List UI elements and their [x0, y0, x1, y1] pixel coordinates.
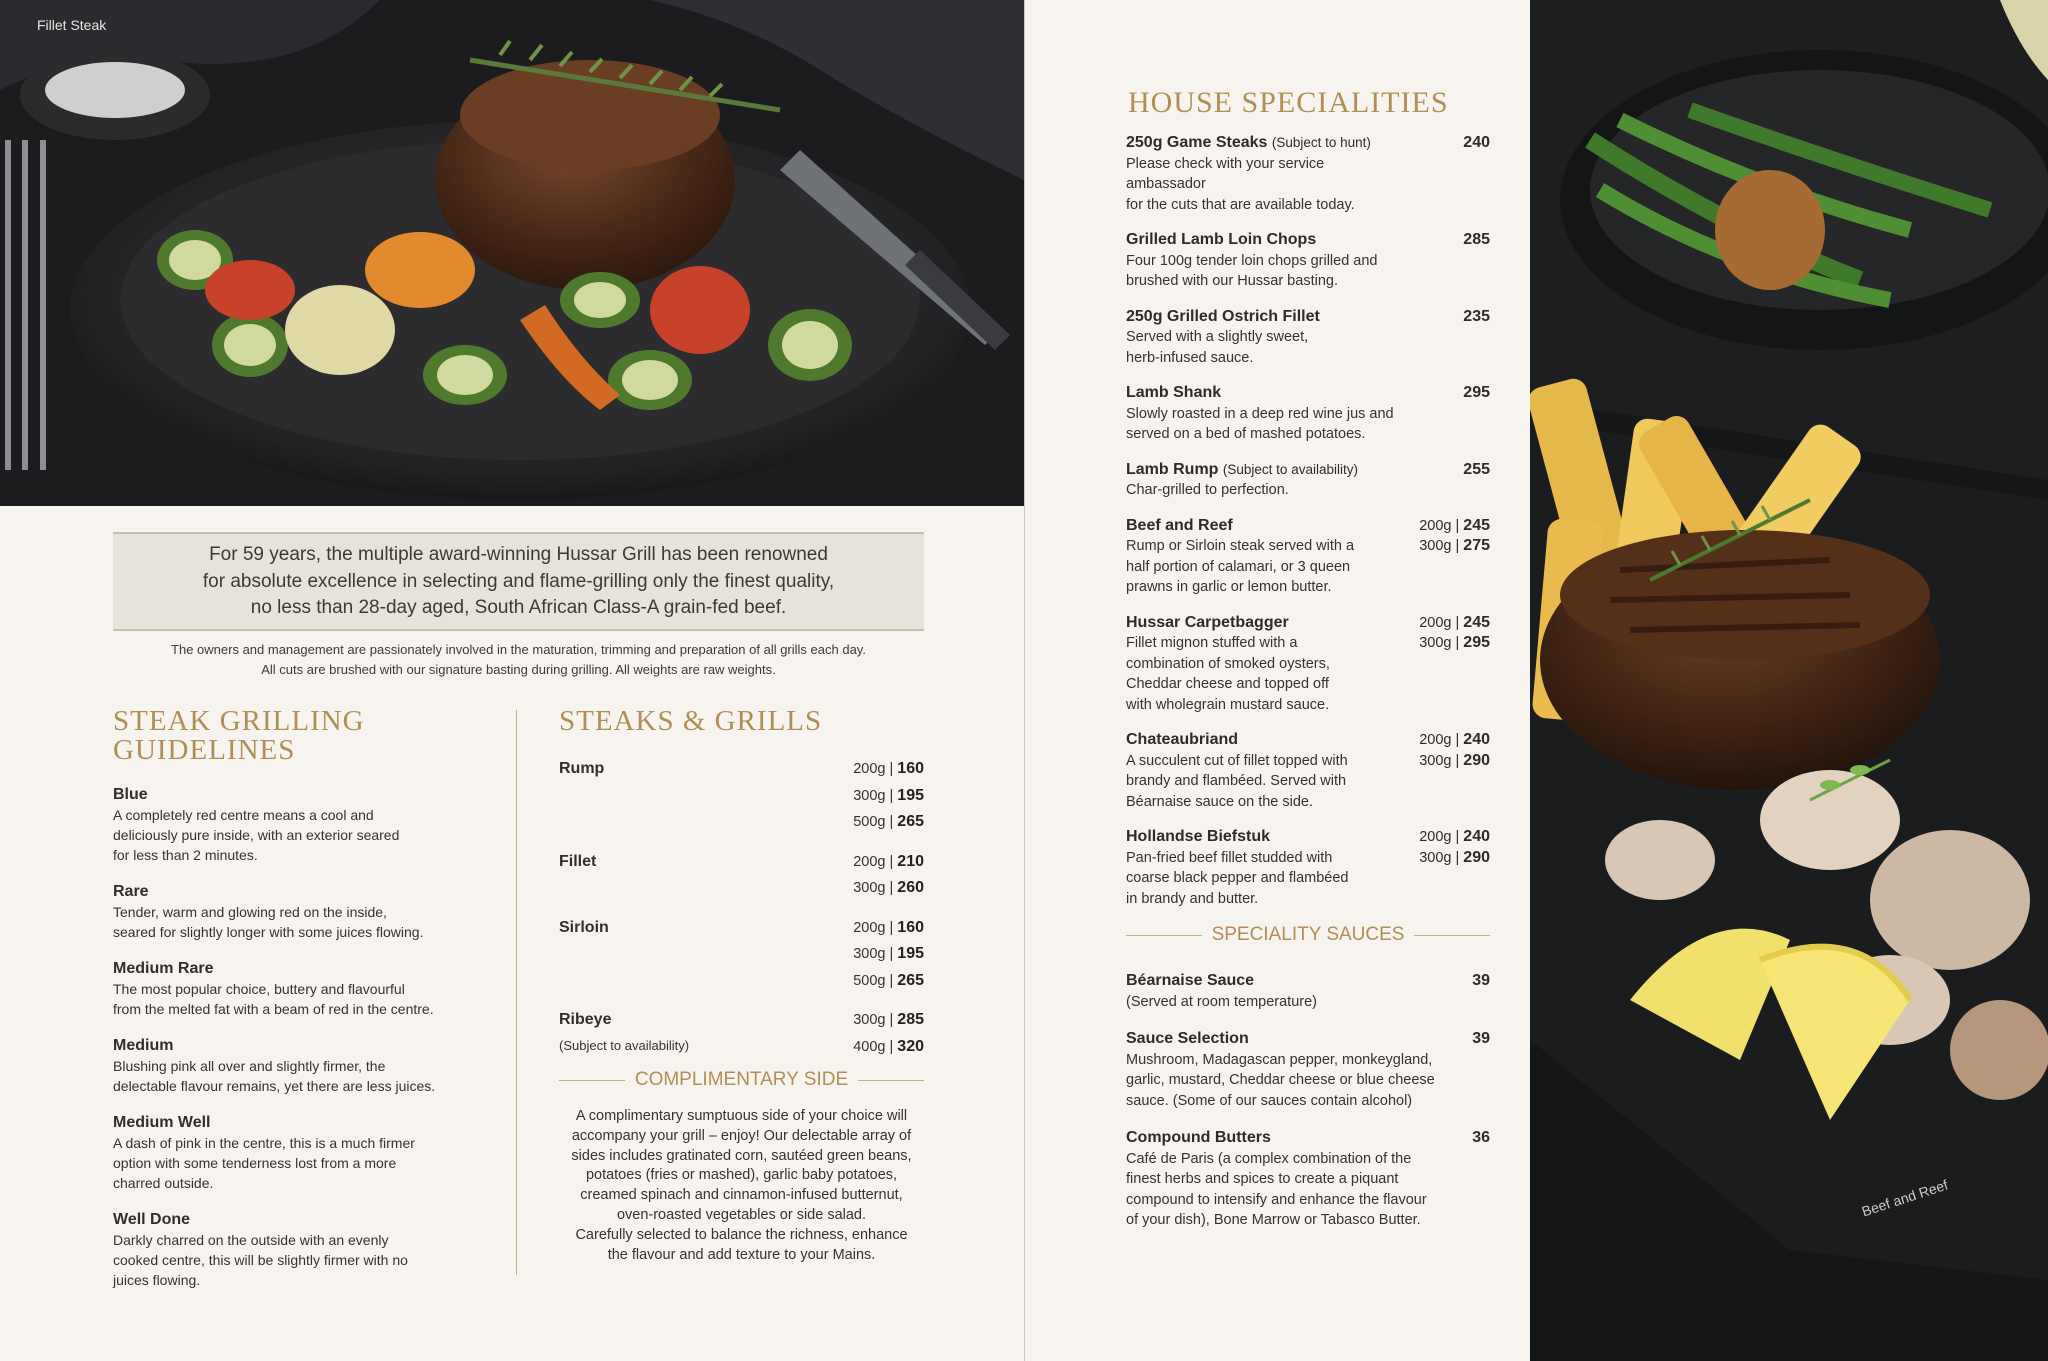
house-item-price — [1419, 516, 1490, 598]
steaks-list — [559, 756, 924, 1060]
guideline-text: for less than 2 minutes. — [113, 847, 258, 863]
price-value: 285 — [897, 1011, 924, 1028]
price-value: 255 — [1463, 460, 1490, 478]
price-row — [853, 941, 924, 968]
house-item-desc: Slowly roasted in a deep red wine jus and — [1126, 405, 1394, 422]
grilling-guidelines — [113, 707, 493, 1290]
sauce-desc: (Served at room temperature) — [1126, 993, 1317, 1010]
price-row — [853, 1034, 924, 1061]
house-item-name: Chateaubriand — [1126, 731, 1239, 748]
sauce-price: 39 — [1472, 1030, 1490, 1047]
weight-label: 200g | — [1419, 614, 1460, 631]
price-value: 285 — [1463, 231, 1490, 248]
price-value: 290 — [1463, 751, 1490, 769]
house-item-name: Beef and Reef — [1126, 516, 1233, 534]
guideline-name: Medium — [113, 1037, 174, 1054]
steak-name: Fillet — [559, 852, 597, 870]
house-item-price — [1463, 307, 1490, 369]
house-item-body — [1126, 827, 1396, 909]
guideline-text: juices flowing. — [113, 1272, 201, 1288]
sauces-title: SPECIALITY SAUCES — [1211, 924, 1405, 945]
house-item-price — [1463, 383, 1490, 445]
weight-label: 300g | — [1419, 752, 1460, 769]
steak-left — [559, 1007, 689, 1060]
house-item-desc: Four 100g tender loin chops grilled and — [1126, 252, 1378, 269]
price-value: 320 — [897, 1037, 924, 1055]
house-item-desc: coarse black pepper and flambéed — [1126, 870, 1349, 886]
price-row — [853, 756, 924, 783]
price-row — [1419, 827, 1490, 848]
weight-label: 200g | — [853, 919, 894, 936]
house-item-desc: served on a bed of mashed potatoes. — [1126, 426, 1366, 442]
guideline-text: The most popular choice, buttery and flavourful — [113, 981, 405, 997]
divider-rule — [1414, 935, 1490, 936]
house-item-desc: half portion of calamari, or 3 queen — [1126, 558, 1351, 575]
steaks-title: STEAKS & GRILLS — [559, 705, 823, 737]
sauce-desc: Mushroom, Madagascan pepper, monkeygland, — [1126, 1051, 1433, 1068]
house-item-desc: prawns in garlic or lemon butter. — [1126, 579, 1332, 595]
guideline-text: deliciously pure inside, with an exterior seared — [113, 827, 400, 843]
sauce-desc: Café de Paris (a complex combination of the — [1126, 1150, 1412, 1167]
weight-label: 200g | — [1419, 732, 1460, 748]
guideline-name: Well Done — [113, 1211, 191, 1228]
steak-prices — [853, 915, 924, 995]
sauce-price: 36 — [1472, 1129, 1490, 1146]
price-row — [1419, 751, 1490, 772]
price-value: 195 — [897, 945, 924, 962]
price-value: 240 — [1463, 731, 1490, 748]
complimentary-text — [559, 1107, 924, 1265]
guideline-name: Medium Well — [113, 1114, 211, 1131]
steak-prices — [853, 756, 924, 836]
steak-left — [559, 756, 604, 836]
steak-note: (Subject to availability) — [559, 1038, 690, 1053]
house-item-desc: A succulent cut of fillet topped with — [1126, 752, 1348, 769]
house-item-body — [1126, 613, 1396, 716]
complimentary-line: the flavour and add texture to your Mains. — [607, 1246, 876, 1263]
guideline-text: from the melted fat with a beam of red in the centre. — [113, 1001, 434, 1017]
weight-label: 300g | — [1419, 538, 1460, 554]
sauce-desc: garlic, mustard, Cheddar cheese or blue cheese — [1126, 1072, 1435, 1088]
sauces-list — [1126, 971, 1490, 1231]
guideline-name: Medium Rare — [113, 960, 214, 977]
house-item-desc: Cheddar cheese and topped off — [1126, 676, 1329, 692]
complimentary-line: A complimentary sumptuous side of your choice will — [575, 1108, 908, 1124]
complimentary-line: potatoes (fries or mashed), garlic baby potatoes, — [585, 1167, 898, 1184]
steak-prices — [853, 849, 924, 902]
price-row — [853, 809, 924, 836]
beef-and-reef-photo — [1530, 0, 2048, 1361]
sauce-item-body — [1126, 971, 1456, 1012]
guideline-text: Darkly charred on the outside with an evenly — [113, 1232, 389, 1248]
price-row — [853, 783, 924, 810]
house-item — [1126, 460, 1490, 501]
intro-line: For 59 years, the multiple award-winning Hussar Grill has been renowned — [209, 544, 828, 565]
guideline-name: Rare — [113, 883, 149, 900]
guideline-item — [113, 1113, 493, 1193]
guideline-item — [113, 882, 493, 942]
steak-left — [559, 849, 596, 902]
price-value: 265 — [897, 971, 924, 989]
weight-label: 500g | — [853, 972, 894, 989]
house-item-title — [1126, 730, 1396, 751]
house-item-desc: Served with a slightly sweet, — [1126, 329, 1309, 345]
house-item-note: (Subject to hunt) — [1271, 135, 1371, 150]
intro-line: no less than 28-day aged, South African Class-A grain-fed beef. — [250, 597, 787, 618]
price-row — [853, 968, 924, 995]
sauces-heading — [1126, 924, 1490, 946]
price-row — [1419, 730, 1490, 751]
price-value: 295 — [1463, 384, 1490, 401]
price-row — [1419, 536, 1490, 557]
house-item-title — [1126, 827, 1396, 848]
weight-label: 400g | — [853, 1038, 894, 1055]
complimentary-line: Carefully selected to balance the richness, enhance — [575, 1226, 908, 1243]
house-item-name: Hussar Carpetbagger — [1126, 613, 1289, 631]
fillet-steak-photo — [0, 0, 1024, 506]
house-title: HOUSE SPECIALITIES — [1128, 86, 1449, 119]
price-value: 275 — [1463, 537, 1490, 554]
guideline-text: option with some tenderness lost from a more — [113, 1155, 397, 1171]
complimentary-line: creamed spinach and cinnamon-infused butternut, — [580, 1187, 903, 1204]
sauce-desc: of your dish), Bone Marrow or Tabasco Butter. — [1126, 1212, 1421, 1228]
steak-item — [559, 915, 924, 995]
house-item-title — [1126, 613, 1396, 634]
price-value: 240 — [1463, 828, 1490, 845]
weight-label: 300g | — [1419, 849, 1460, 866]
divider-rule — [559, 1080, 625, 1081]
price-row — [1419, 613, 1490, 634]
owners-line: All cuts are brushed with our signature basting during grilling. All weights are raw weights. — [261, 661, 776, 677]
price-value: 195 — [897, 786, 924, 804]
price-value: 290 — [1463, 848, 1490, 866]
price-value: 245 — [1463, 613, 1490, 631]
house-item-body — [1126, 516, 1396, 598]
house-item-title — [1126, 133, 1396, 154]
house-item — [1126, 307, 1490, 369]
house-item-body — [1126, 307, 1396, 369]
sauce-item — [1126, 971, 1490, 1012]
guidelines-list — [113, 785, 493, 1290]
steak-prices — [853, 1007, 924, 1060]
house-item-price — [1463, 230, 1490, 292]
house-item-title — [1126, 516, 1396, 537]
guidelines-title — [113, 707, 493, 765]
house-item-desc: Rump or Sirloin steak served with a — [1126, 538, 1355, 554]
photo-caption-beef-reef: Beef and Reef — [1859, 1176, 1950, 1220]
steak-item — [559, 1007, 924, 1060]
guideline-name: Blue — [113, 786, 148, 803]
price-value: 160 — [897, 918, 924, 936]
sauce-name: Compound Butters — [1126, 1129, 1271, 1146]
sauce-item — [1126, 1128, 1490, 1231]
guideline-text: seared for slightly longer with some juices flowing. — [113, 924, 424, 940]
house-item-name: 250g Game Steaks — [1126, 134, 1268, 151]
weight-label: 300g | — [853, 946, 894, 962]
steaks-and-grills — [559, 707, 924, 1073]
guideline-item — [113, 785, 493, 865]
house-item — [1126, 613, 1490, 716]
price-value: 260 — [897, 879, 924, 896]
house-item-desc: Please check with your service ambassador — [1126, 155, 1325, 192]
guideline-item — [113, 1210, 493, 1290]
house-item-desc: Fillet mignon stuffed with a — [1126, 635, 1298, 651]
guideline-item — [113, 959, 493, 1019]
house-item-desc: combination of smoked oysters, — [1126, 655, 1330, 672]
house-item-price — [1463, 133, 1490, 215]
fillet-steak-illustration — [0, 0, 1024, 506]
house-item-name: 250g Grilled Ostrich Fillet — [1126, 307, 1320, 325]
house-item-body — [1126, 460, 1396, 501]
weight-label: 300g | — [853, 787, 894, 804]
complimentary-heading — [559, 1069, 924, 1091]
house-item-price — [1419, 827, 1490, 909]
divider-rule — [858, 1080, 924, 1081]
guideline-text: delectable flavour remains, yet there are less juices. — [113, 1078, 436, 1094]
sauce-desc: compound to intensify and enhance the flavour — [1126, 1191, 1427, 1208]
guideline-text: charred outside. — [113, 1175, 214, 1191]
house-item-name: Lamb Shank — [1126, 384, 1222, 401]
guideline-text: Blushing pink all over and slightly firmer, the — [113, 1058, 386, 1074]
house-item-title — [1126, 307, 1396, 328]
house-item-note: (Subject to availability) — [1222, 461, 1358, 477]
house-item-name: Lamb Rump — [1126, 460, 1219, 478]
sauce-item — [1126, 1029, 1490, 1111]
house-item-desc: brandy and flambéed. Served with — [1126, 773, 1347, 789]
price-value: 240 — [1463, 134, 1490, 151]
house-item — [1126, 133, 1490, 215]
house-item-desc: in brandy and butter. — [1126, 890, 1259, 907]
house-item — [1126, 383, 1490, 445]
sauce-desc: finest herbs and spices to create a piquant — [1126, 1171, 1399, 1187]
price-row — [1419, 516, 1490, 537]
house-item-price — [1419, 730, 1490, 812]
house-item-name: Hollandse Biefstuk — [1126, 828, 1271, 845]
owners-line: The owners and management are passionately involved in the maturation, trimming and preparation of all grills each day. — [171, 642, 866, 657]
house-item — [1126, 516, 1490, 598]
price-row — [1419, 633, 1490, 654]
guidelines-title-line: STEAK GRILLING — [113, 705, 365, 737]
sauce-desc: sauce. (Some of our sauces contain alcohol) — [1126, 1092, 1413, 1109]
house-item-desc: brushed with our Hussar basting. — [1126, 273, 1338, 289]
complimentary-title: COMPLIMENTARY SIDE — [634, 1069, 849, 1090]
price-value: 295 — [1463, 634, 1490, 651]
house-item-desc: for the cuts that are available today. — [1126, 196, 1355, 213]
guideline-text: A dash of pink in the centre, this is a much firmer — [113, 1135, 415, 1151]
price-value: 160 — [897, 760, 924, 777]
guideline-text: Tender, warm and glowing red on the inside, — [113, 904, 387, 920]
sauce-name: Béarnaise Sauce — [1126, 972, 1255, 989]
intro-line: for absolute excellence in selecting and flame-grilling only the finest quality, — [202, 570, 835, 592]
guideline-item — [113, 1036, 493, 1096]
house-item-body — [1126, 730, 1396, 812]
house-list — [1126, 133, 1490, 909]
complimentary-line: accompany your grill – enjoy! Our delectable array of — [571, 1127, 912, 1144]
photo-caption-fillet: Fillet Steak — [37, 17, 107, 33]
price-row — [853, 849, 924, 876]
house-item — [1126, 730, 1490, 812]
sauce-name: Sauce Selection — [1126, 1030, 1249, 1047]
house-item-desc: Béarnaise sauce on the side. — [1126, 793, 1314, 810]
guideline-text: cooked centre, this will be slightly firmer with no — [113, 1252, 408, 1268]
price-row — [853, 1007, 924, 1034]
price-row — [1419, 848, 1490, 869]
price-value: 245 — [1463, 516, 1490, 534]
house-item-name: Grilled Lamb Loin Chops — [1126, 231, 1317, 248]
house-item-price — [1419, 613, 1490, 716]
house-item-title — [1126, 383, 1396, 404]
price-row — [853, 875, 924, 902]
intro-box — [113, 532, 924, 631]
price-value: 265 — [897, 813, 924, 830]
weight-label: 200g | — [853, 761, 894, 777]
weight-label: 500g | — [853, 814, 894, 830]
complimentary-line: sides includes gratinated corn, sautéed green beans, — [571, 1147, 912, 1164]
price-row — [853, 915, 924, 942]
steak-name: Ribeye — [559, 1011, 612, 1028]
house-item-title — [1126, 230, 1396, 251]
divider-rule — [1126, 935, 1202, 936]
sauce-price: 39 — [1472, 972, 1490, 989]
house-item-desc: Char-grilled to perfection. — [1126, 482, 1289, 498]
house-item-body — [1126, 230, 1396, 292]
house-item-price — [1463, 460, 1490, 501]
house-item — [1126, 230, 1490, 292]
weight-label: 300g | — [853, 1012, 894, 1028]
house-item-desc: herb-infused sauce. — [1126, 349, 1254, 366]
house-item — [1126, 827, 1490, 909]
complimentary-line: oven-roasted vegetables or side salad. — [616, 1206, 867, 1223]
house-item-desc: Pan-fried beef fillet studded with — [1126, 849, 1333, 866]
beef-and-reef-illustration — [1530, 0, 2048, 1361]
weight-label: 300g | — [853, 880, 894, 896]
weight-label: 200g | — [853, 853, 894, 870]
steak-left — [559, 915, 609, 995]
price-value: 210 — [897, 852, 924, 870]
sauce-item-body — [1126, 1029, 1456, 1111]
weight-label: 200g | — [1419, 829, 1460, 845]
house-specialities — [1126, 88, 1490, 1248]
steak-item — [559, 849, 924, 902]
house-item-desc: with wholegrain mustard sauce. — [1126, 696, 1330, 713]
owners-note — [113, 640, 924, 679]
price-value: 235 — [1463, 307, 1490, 325]
complimentary-side — [559, 1069, 924, 1265]
column-divider — [516, 710, 517, 1275]
house-item-body — [1126, 133, 1396, 215]
steak-item — [559, 756, 924, 836]
weight-label: 200g | — [1419, 517, 1460, 534]
house-item-body — [1126, 383, 1396, 445]
guidelines-title-line: GUIDELINES — [113, 734, 296, 766]
weight-label: 300g | — [1419, 635, 1460, 651]
guideline-text: A completely red centre means a cool and — [113, 807, 374, 823]
sauce-item-body — [1126, 1128, 1456, 1231]
house-item-title — [1126, 460, 1396, 481]
steak-name: Sirloin — [559, 918, 609, 936]
steak-name: Rump — [559, 760, 605, 777]
